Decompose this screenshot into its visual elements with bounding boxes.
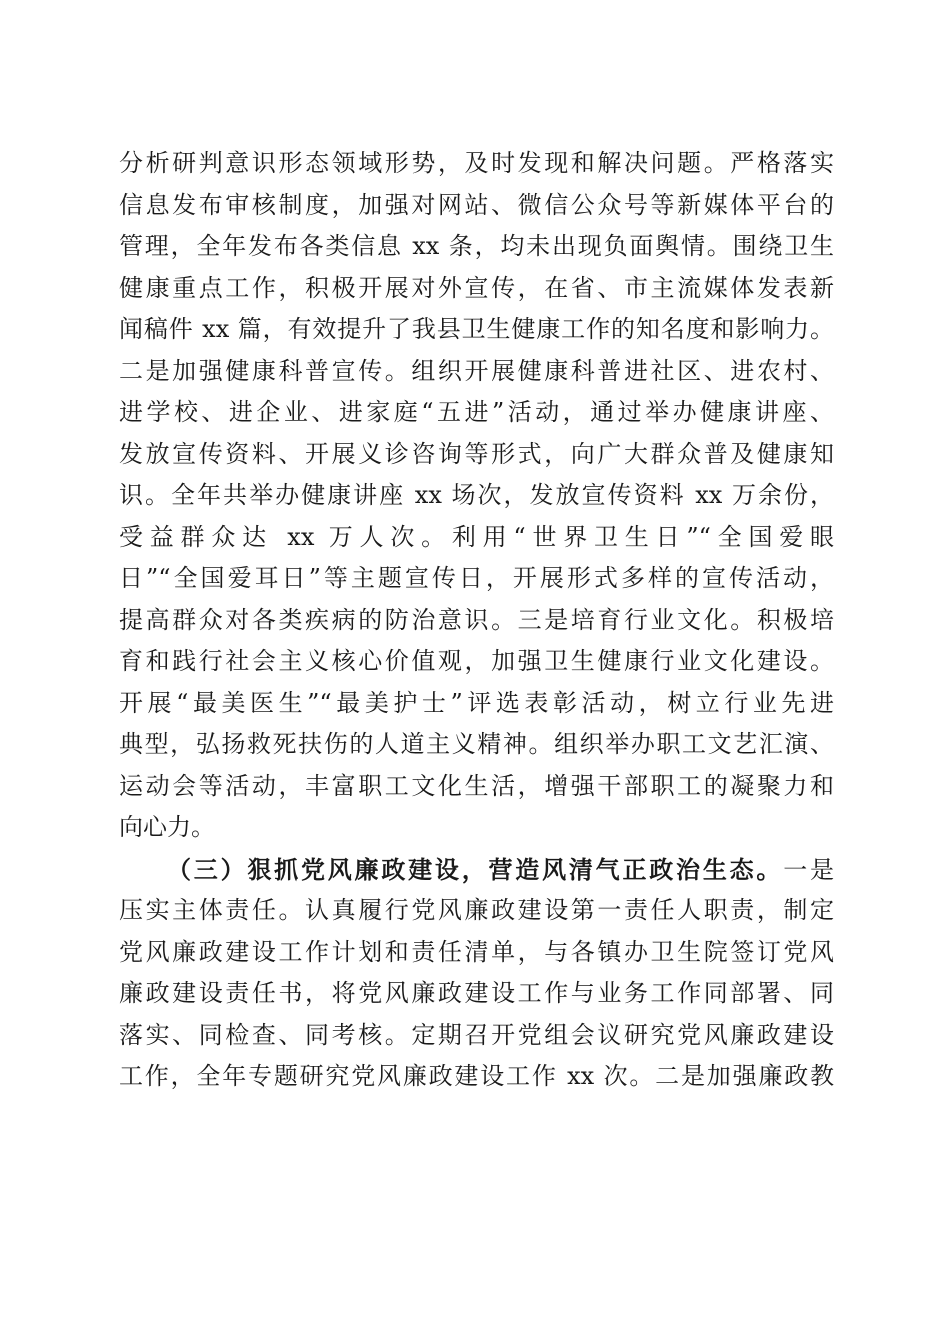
paragraph-1-line-14: 开展“最美医生”“最美护士”评选表彰活动，树立行业先进 [119, 688, 834, 717]
paragraph-1-line-9: 识。全年共举办健康讲座 xx 场次，发放宣传资料 xx 万余份， [119, 481, 834, 509]
paragraph-2-line-2: 党风廉政建设工作计划和责任清单，与各镇办卫生院签订党风 [119, 937, 834, 966]
paragraph-1-line-13: 育和践行社会主义核心价值观，加强卫生健康行业文化建设。 [119, 647, 834, 675]
paragraph-2-heading-line [119, 849, 834, 891]
section-heading-tail: 一是 [783, 855, 835, 884]
paragraph-1-line-6: 二是加强健康科普宣传。组织开展健康科普进社区、进农村、 [119, 356, 834, 385]
paragraph-1-line-17: 向心力。 [119, 813, 215, 841]
paragraph-1-line-3: 管理，全年发布各类信息 xx 条，均未出现负面舆情。围绕卫生 [119, 232, 834, 260]
paragraph-1-line-5: 闻稿件 xx 篇，有效提升了我县卫生健康工作的知名度和影响力。 [119, 315, 834, 343]
paragraph-2-line-3: 廉政建设责任书，将党风廉政建设工作与业务工作同部署、同 [119, 979, 834, 1007]
paragraph-1-line-2: 信息发布审核制度，加强对网站、微信公众号等新媒体平台的 [119, 190, 834, 219]
paragraph-2-line-4: 落实、同检查、同考核。定期召开党组会议研究党风廉政建设 [119, 1020, 834, 1049]
paragraph-1-line-15: 典型，弘扬救死扶伤的人道主义精神。组织举办职工文艺汇演、 [119, 730, 834, 758]
paragraph-1-line-16: 运动会等活动，丰富职工文化生活，增强干部职工的凝聚力和 [119, 771, 834, 800]
document-body [119, 143, 834, 1098]
paragraph-2-line-1: 压实主体责任。认真履行党风廉政建设第一责任人职责，制定 [119, 896, 834, 924]
paragraph-1-line-4: 健康重点工作，积极开展对外宣传，在省、市主流媒体发表新 [119, 273, 834, 302]
paragraph-1-line-11: 日”“全国爱耳日”等主题宣传日，开展形式多样的宣传活动， [119, 564, 834, 592]
paragraph-1-line-8: 发放宣传资料、开展义诊咨询等形式，向广大群众普及健康知 [119, 439, 834, 468]
paragraph-1-line-12: 提高群众对各类疾病的防治意识。三是培育行业文化。积极培 [119, 605, 834, 634]
paragraph-2-line-5: 工作，全年专题研究党风廉政建设工作 xx 次。二是加强廉政教 [119, 1062, 834, 1090]
section-heading: （三）狠抓党风廉政建设，营造风清气正政治生态。 [167, 854, 784, 884]
paragraph-1-line-10: 受益群众达 xx 万人次。利用“世界卫生日”“全国爱眼 [119, 522, 834, 551]
paragraph-1-line-7: 进学校、进企业、进家庭“五进”活动，通过举办健康讲座、 [119, 398, 834, 426]
paragraph-1-line-1: 分析研判意识形态领域形势，及时发现和解决问题。严格落实 [119, 149, 834, 177]
